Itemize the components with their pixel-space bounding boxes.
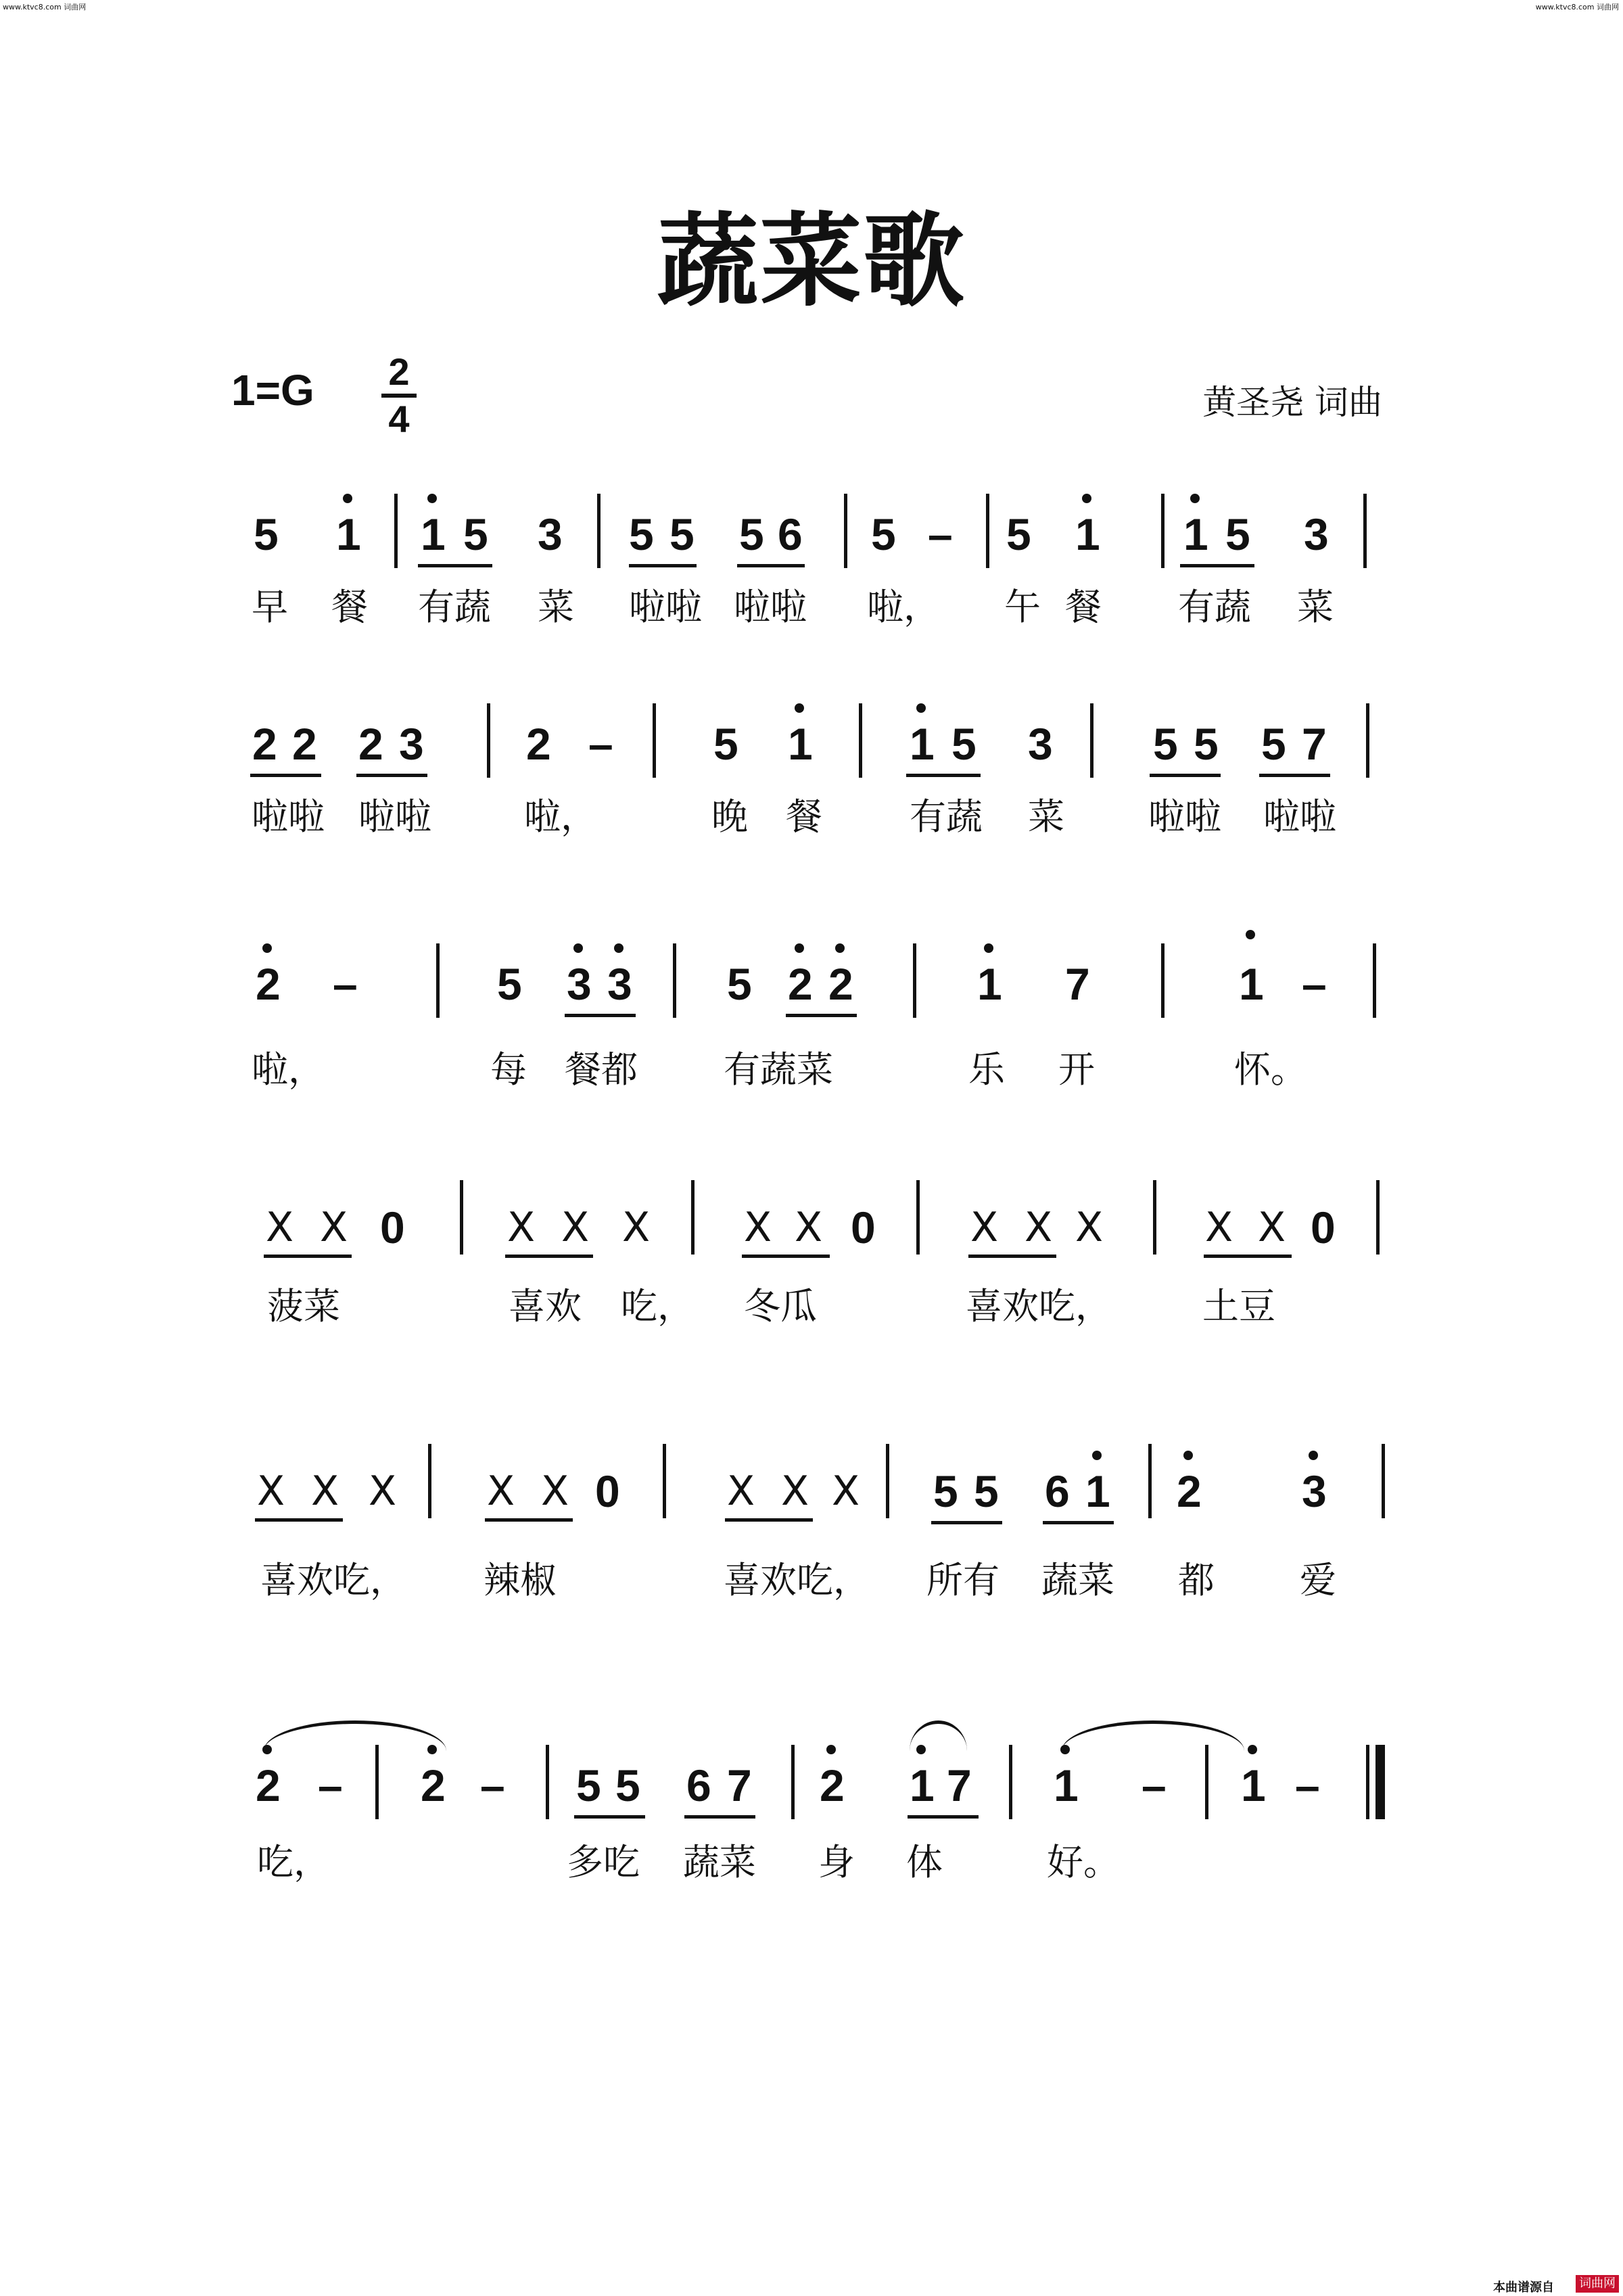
bar-line — [1363, 494, 1367, 568]
bar-line — [1373, 943, 1376, 1018]
underline — [725, 1518, 813, 1522]
underline — [264, 1255, 352, 1258]
note: 2 — [820, 1760, 845, 1810]
lyric: 有蔬 — [910, 795, 983, 838]
lyric: 啦啦 — [358, 795, 431, 838]
note: X — [970, 1204, 999, 1251]
note: 5 — [1194, 719, 1219, 769]
note: 3 — [567, 959, 592, 1009]
bar-line — [1382, 1444, 1385, 1518]
note: X — [1075, 1204, 1104, 1251]
lyric: 每 — [490, 1048, 527, 1091]
note: X — [257, 1468, 285, 1515]
lyric: 喜欢吃， — [260, 1559, 406, 1601]
underline — [565, 1014, 636, 1017]
underline — [786, 1014, 857, 1017]
note: X — [561, 1204, 590, 1251]
note: 1 — [977, 959, 1002, 1009]
note: X — [1205, 1204, 1233, 1251]
dash: – — [928, 509, 953, 559]
lyric: 身 — [818, 1841, 855, 1883]
note: 5 — [739, 509, 764, 559]
lyric: 啦啦 — [629, 586, 702, 628]
lyric: 喜欢吃， — [966, 1285, 1112, 1328]
note: 3 — [1302, 1466, 1327, 1516]
note: 5 — [951, 719, 977, 769]
lyric: 菜 — [538, 586, 574, 628]
note: 7 — [1302, 719, 1327, 769]
lyric: 啦， — [867, 586, 940, 628]
underline — [485, 1518, 573, 1522]
underline — [505, 1255, 593, 1258]
bar-line — [673, 943, 676, 1018]
bar-line — [1205, 1745, 1208, 1819]
lyric: 晚 — [711, 795, 748, 838]
note: 1 — [910, 719, 935, 769]
note: 6 — [686, 1760, 711, 1810]
lyric: 啦啦 — [1263, 795, 1336, 838]
note: 1 — [910, 1760, 935, 1810]
lyric: 吃， — [621, 1285, 694, 1328]
note: 5 — [713, 719, 738, 769]
note: 5 — [576, 1760, 601, 1810]
underline — [742, 1255, 830, 1258]
score-row-2 — [0, 717, 1623, 866]
note: 0 — [595, 1466, 620, 1516]
note: 5 — [463, 509, 488, 559]
high-dot — [1060, 1745, 1070, 1754]
note: 2 — [1177, 1466, 1202, 1516]
dash: – — [588, 719, 613, 769]
high-dot — [262, 943, 272, 953]
lyric: 餐 — [786, 795, 822, 838]
lyric: 有蔬菜 — [724, 1048, 833, 1091]
note: 2 — [526, 719, 551, 769]
note: X — [727, 1468, 755, 1515]
bar-line — [1161, 943, 1165, 1018]
score-row-3 — [0, 957, 1623, 1106]
note: 1 — [788, 719, 813, 769]
high-dot — [1246, 930, 1255, 939]
high-dot — [1183, 1451, 1193, 1460]
underline — [574, 1815, 645, 1819]
note: X — [622, 1204, 651, 1251]
note: 7 — [947, 1760, 972, 1810]
tie-arc — [1062, 1720, 1244, 1751]
score-row-6 — [0, 1758, 1623, 1907]
note: 1 — [421, 509, 446, 559]
lyric: 菜 — [1297, 586, 1334, 628]
note: 0 — [380, 1202, 405, 1252]
note: 1 — [1054, 1760, 1079, 1810]
lyric: 怀。 — [1234, 1048, 1307, 1091]
underline — [908, 1815, 979, 1819]
underline — [968, 1255, 1056, 1258]
lyric: 啦， — [524, 795, 597, 838]
lyric: 开 — [1058, 1048, 1095, 1091]
note: 2 — [828, 959, 853, 1009]
note: X — [832, 1468, 860, 1515]
dash: – — [333, 959, 358, 1009]
bar-line — [487, 703, 490, 778]
high-dot — [1309, 1451, 1318, 1460]
note: 0 — [1311, 1202, 1336, 1252]
lyric: 喜欢吃， — [724, 1559, 870, 1601]
underline — [1043, 1521, 1114, 1524]
note: 2 — [421, 1760, 446, 1810]
note: X — [507, 1204, 536, 1251]
note: 2 — [256, 1760, 281, 1810]
bar-line — [1366, 1745, 1369, 1819]
note: 5 — [727, 959, 752, 1009]
note: X — [744, 1204, 772, 1251]
note: 1 — [336, 509, 361, 559]
note: 1 — [1239, 959, 1264, 1009]
note: X — [1025, 1204, 1053, 1251]
note: X — [781, 1468, 809, 1515]
lyric: 好。 — [1047, 1841, 1120, 1883]
note: 5 — [1153, 719, 1178, 769]
note: 3 — [1304, 509, 1329, 559]
note: 2 — [252, 719, 277, 769]
note: 5 — [1006, 509, 1031, 559]
note: 7 — [1065, 959, 1090, 1009]
lyric: 餐 — [1065, 586, 1102, 628]
bar-line — [663, 1444, 666, 1518]
time-signature — [379, 352, 419, 440]
bar-line — [1009, 1745, 1012, 1819]
lyric: 啦， — [252, 1048, 325, 1091]
note: 5 — [615, 1760, 640, 1810]
bar-line — [1153, 1180, 1156, 1255]
dash: – — [1295, 1760, 1320, 1810]
note: 5 — [933, 1466, 958, 1516]
lyric: 菜 — [1028, 795, 1064, 838]
bar-line — [859, 703, 862, 778]
high-dot — [795, 943, 804, 953]
bar-line — [1148, 1444, 1152, 1518]
high-dot — [1082, 494, 1091, 503]
lyric: 喜欢 — [509, 1285, 582, 1328]
lyric: 乐 — [968, 1048, 1005, 1091]
note: X — [266, 1204, 294, 1251]
note: 7 — [727, 1760, 752, 1810]
bar-line — [546, 1745, 549, 1819]
lyric: 啦啦 — [1148, 795, 1221, 838]
bar-line — [886, 1444, 889, 1518]
lyric: 午 — [1004, 586, 1041, 628]
high-dot — [427, 1745, 437, 1754]
lyric: 所有 — [926, 1559, 999, 1601]
note: 5 — [974, 1466, 999, 1516]
high-dot — [427, 494, 437, 503]
underline — [629, 564, 697, 567]
author-credit: 黄圣尧 词曲 — [1202, 383, 1382, 422]
lyric: 爱 — [1300, 1559, 1336, 1601]
high-dot — [1248, 1745, 1257, 1754]
lyric: 辣椒 — [484, 1559, 557, 1601]
lyric: 餐都 — [565, 1048, 638, 1091]
watermark-left: www.ktvc8.com 词曲网 — [3, 3, 87, 11]
note: 5 — [1261, 719, 1286, 769]
underline — [1204, 1255, 1292, 1258]
high-dot — [916, 1745, 926, 1754]
bar-line — [436, 943, 440, 1018]
note: 3 — [607, 959, 632, 1009]
high-dot — [795, 703, 804, 713]
note: 2 — [788, 959, 813, 1009]
bar-line — [1366, 703, 1369, 778]
bar-line — [1161, 494, 1165, 568]
dash: – — [1142, 1760, 1167, 1810]
note: 5 — [669, 509, 695, 559]
note: 2 — [358, 719, 383, 769]
underline — [931, 1521, 1002, 1524]
lyric: 体 — [906, 1841, 943, 1883]
underline — [1259, 774, 1330, 777]
high-dot — [1092, 1451, 1102, 1460]
high-dot — [984, 943, 993, 953]
note: 5 — [497, 959, 522, 1009]
lyric: 餐 — [331, 586, 368, 628]
note: 1 — [1085, 1466, 1110, 1516]
bar-line — [1090, 703, 1093, 778]
bar-line — [597, 494, 601, 568]
meter-bottom: 4 — [388, 398, 410, 440]
note: X — [541, 1468, 569, 1515]
underline — [737, 564, 805, 567]
lyric: 啦啦 — [252, 795, 325, 838]
score-row-5 — [0, 1464, 1623, 1613]
bar-line — [375, 1745, 379, 1819]
underline — [255, 1518, 343, 1522]
high-dot — [1190, 494, 1200, 503]
bar-line — [460, 1180, 463, 1255]
lyric: 多吃 — [567, 1841, 640, 1883]
note: 3 — [1028, 719, 1053, 769]
song-title: 蔬菜歌 — [657, 203, 966, 321]
note: 2 — [292, 719, 317, 769]
lyric: 吃， — [257, 1841, 330, 1883]
dash: – — [480, 1760, 505, 1810]
underline — [250, 774, 321, 777]
note: X — [320, 1204, 348, 1251]
lyric: 有蔬 — [1178, 586, 1251, 628]
note: X — [369, 1468, 397, 1515]
lyric: 都 — [1178, 1559, 1215, 1601]
underline — [1180, 564, 1254, 567]
key-signature: 1=G — [231, 366, 314, 415]
high-dot — [343, 494, 352, 503]
note: 1 — [1241, 1760, 1266, 1810]
bar-line — [428, 1444, 431, 1518]
final-bar-line — [1375, 1745, 1385, 1819]
footer-source: 本曲谱源自 — [1493, 2280, 1554, 2295]
note: 5 — [871, 509, 896, 559]
underline — [1150, 774, 1221, 777]
high-dot — [826, 1745, 836, 1754]
lyric: 蔬菜 — [1041, 1559, 1114, 1601]
underline — [418, 564, 492, 567]
note: 5 — [254, 509, 279, 559]
score-row-1 — [0, 507, 1623, 656]
note: 6 — [1045, 1466, 1070, 1516]
note: X — [795, 1204, 823, 1251]
note: 1 — [1183, 509, 1208, 559]
note: 1 — [1075, 509, 1100, 559]
note: X — [487, 1468, 515, 1515]
note: 3 — [538, 509, 563, 559]
tie-arc — [264, 1720, 446, 1751]
note: X — [1258, 1204, 1286, 1251]
lyric: 土豆 — [1202, 1285, 1275, 1328]
bar-line — [653, 703, 656, 778]
high-dot — [614, 943, 624, 953]
high-dot — [835, 943, 845, 953]
note: 0 — [851, 1202, 876, 1252]
underline — [356, 774, 427, 777]
note: X — [311, 1468, 339, 1515]
bar-line — [791, 1745, 795, 1819]
high-dot — [262, 1745, 272, 1754]
bar-line — [916, 1180, 920, 1255]
lyric: 有蔬 — [418, 586, 491, 628]
note: 3 — [399, 719, 424, 769]
score-row-4 — [0, 1200, 1623, 1349]
meter-top: 2 — [388, 350, 410, 393]
bar-line — [691, 1180, 695, 1255]
footer-site[interactable]: 词曲网 — [1576, 2275, 1619, 2293]
bar-line — [844, 494, 847, 568]
bar-line — [1376, 1180, 1380, 1255]
high-dot — [916, 703, 926, 713]
note: 2 — [256, 959, 281, 1009]
watermark-right: www.ktvc8.com 词曲网 — [1535, 3, 1619, 11]
underline — [684, 1815, 755, 1819]
lyric: 冬瓜 — [744, 1285, 817, 1328]
lyric: 早 — [252, 586, 288, 628]
bar-line — [986, 494, 989, 568]
bar-line — [394, 494, 398, 568]
lyric: 蔬菜 — [683, 1841, 756, 1883]
note: 6 — [778, 509, 803, 559]
note: 5 — [629, 509, 654, 559]
lyric: 菠菜 — [267, 1285, 340, 1328]
bar-line — [913, 943, 916, 1018]
dash: – — [318, 1760, 343, 1810]
dash: – — [1302, 959, 1327, 1009]
underline — [906, 774, 981, 777]
lyric: 啦啦 — [734, 586, 807, 628]
note: 5 — [1225, 509, 1250, 559]
high-dot — [573, 943, 583, 953]
